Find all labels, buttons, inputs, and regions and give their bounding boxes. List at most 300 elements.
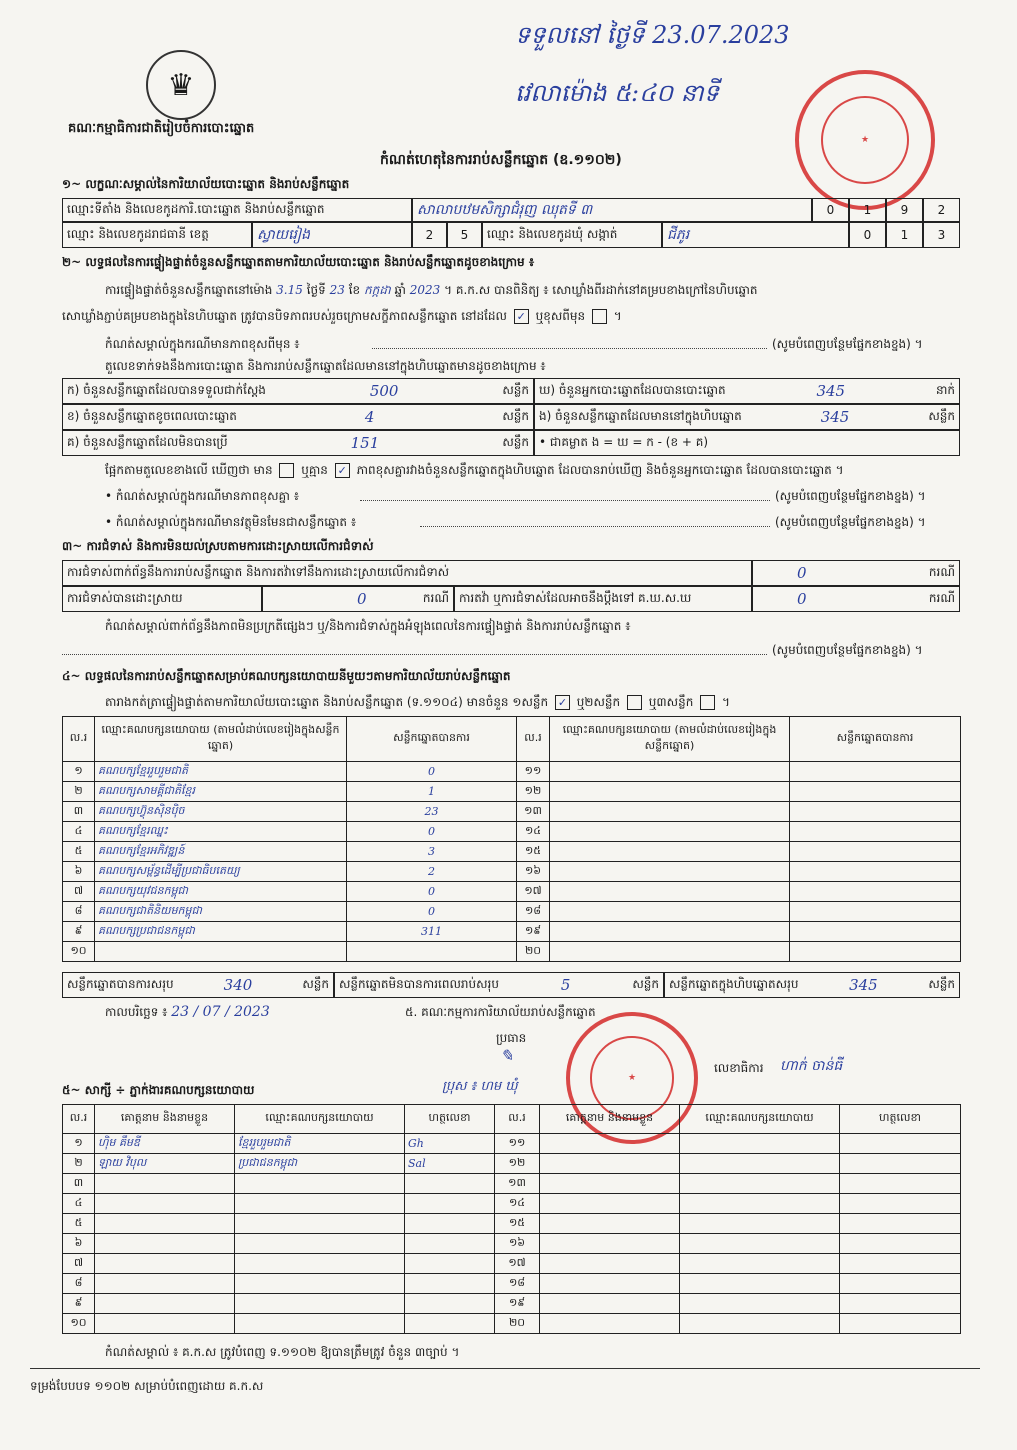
result-votes: 0 [347, 822, 517, 842]
w-col-sign-right: ហត្ថលេខា [840, 1105, 961, 1134]
complaints-value: 0 [797, 564, 807, 582]
result-no-right: ១៥ [517, 842, 550, 862]
resolved-unit: ករណី [422, 591, 449, 605]
province-code-1: 2 [412, 222, 447, 248]
witness-party-right [680, 1134, 840, 1154]
result-party [95, 942, 347, 962]
result-party-right [550, 902, 790, 922]
witness-no-right: ១៧ [495, 1254, 540, 1274]
witness-name [95, 1254, 235, 1274]
appeal-unit: ករណី [928, 591, 955, 605]
w-col-sign-left: ហត្ថលេខា [405, 1105, 495, 1134]
witness-name-right [540, 1194, 680, 1214]
received-ballots-row [62, 378, 534, 404]
complaints-cell [752, 560, 960, 586]
result-votes: 0 [347, 762, 517, 782]
ballots-in-box-row [534, 404, 960, 430]
invalid-total-label: សន្លឹកឆ្នោតមិនបានការពេលរាប់សរុប [339, 977, 499, 991]
commune-code-1: 0 [849, 222, 886, 248]
witness-party [235, 1314, 405, 1334]
table-row [63, 1214, 961, 1234]
verification-day: 23 [329, 283, 345, 297]
witness-party [235, 1194, 405, 1214]
result-votes: 3 [347, 842, 517, 862]
invalid-total-cell [334, 972, 664, 998]
invalid-total-value: 5 [560, 976, 571, 994]
witness-name [95, 1174, 235, 1194]
witness-no-right: ១៩ [495, 1294, 540, 1314]
section5-title: ៥~ សាក្សី ÷ ភ្នាក់ងារគណបក្សនយោបាយ [62, 1083, 255, 1097]
table-row [63, 902, 961, 922]
month-label: ខែ [348, 283, 361, 297]
national-emblem-icon: ♛ [146, 50, 216, 120]
signatory-label: ៥. គណៈកម្មការការិយាល័យរាប់សន្លឹកឆ្នោត [405, 1005, 596, 1019]
result-no-right: ១៩ [517, 922, 550, 942]
witness-sign-right [840, 1234, 961, 1254]
chief-name: ប្រុស ៖ ហម ឃុំ [442, 1079, 518, 1094]
table-row [63, 1174, 961, 1194]
result-votes-right [790, 882, 961, 902]
result-party: គណបក្សយុវជនកម្ពុជា [95, 882, 347, 902]
has-difference-checkbox[interactable] [279, 463, 294, 478]
witness-no-right: ១១ [495, 1134, 540, 1154]
verification-year: 2023 [409, 283, 441, 297]
witness-party [235, 1174, 405, 1194]
complaints-label: ការជំទាស់ពាក់ព័ន្ធនឹងការរាប់សន្លឹកឆ្នោត និងការតវ៉ាទៅនឹងការដោះស្រាយលើការជំទាស់ [62, 560, 752, 586]
table-row [63, 1194, 961, 1214]
chief-label: ប្រធាន [496, 1031, 527, 1045]
witness-no: ៦ [63, 1234, 95, 1254]
box-total-unit: សន្លឹក [928, 977, 955, 991]
box-total-value: 345 [849, 976, 878, 994]
appeal-label: ការតវ៉ា ឬការជំទាស់ដែលអាចនឹងប្តឹងទៅ គ.ឃ.ស.ឃ [454, 586, 752, 612]
box-total-cell [664, 972, 960, 998]
witness-no: ១០ [63, 1314, 95, 1334]
section1-title: ១~ លក្ខណៈសម្គាល់នៃការិយាល័យបោះឆ្នោត និងរាប់សន្លឹកឆ្នោត [62, 177, 350, 191]
verification-time-label: ការផ្ទៀងផ្ទាត់ចំនួនសន្លឹកឆ្នោតនៅម៉ោង [105, 283, 273, 297]
w-col-name-left: គោត្តនាម និងនាមខ្លួន [95, 1105, 235, 1134]
witness-table [62, 1104, 961, 1334]
witness-party-right [680, 1234, 840, 1254]
lock-check-line: សោឃ្លាំងភ្ជាប់គម្របខាងក្នុងនៃហិបឆ្នោត ត្រូវបានបិទភាពរបស់រួចក្រោមសក្ខីភាពសន្លឹកឆ្នោត នៅដដែល ✓ ឬខុសពីមុន ។ [62, 309, 622, 323]
witness-name [95, 1234, 235, 1254]
commune-label: ឈ្មោះ និងលេខកូដឃុំ សង្កាត់ [482, 222, 662, 248]
w-col-party-left: ឈ្មោះគណបក្សនយោបាយ [235, 1105, 405, 1134]
result-votes [347, 942, 517, 962]
result-votes-right [790, 802, 961, 822]
tally-sheets-line: តារាងកត់ត្រាផ្ទៀងផ្ទាត់តាមការិយាល័យបោះឆ្នោត និងរាប់សន្លឹកឆ្នោត (ទ.១១០៤) មានចំនួន ១សន្លឹក ✓ ឬ២សន្លឹក ឬ៣សន្លឹក ។ [105, 695, 730, 709]
three-sheets-checkbox[interactable] [700, 695, 715, 710]
result-party-right [550, 842, 790, 862]
result-no-right: ១៣ [517, 802, 550, 822]
result-votes: 2 [347, 862, 517, 882]
date-line [105, 1004, 270, 1022]
table-row [63, 1274, 961, 1294]
witness-party-right [680, 1194, 840, 1214]
difference-bullet: • កំណត់សម្គាល់ក្នុងករណីមានភាពខុសគ្នា ៖ [105, 489, 300, 503]
witness-sign-right [840, 1154, 961, 1174]
table-row [63, 1314, 961, 1334]
one-sheet-checkbox[interactable]: ✓ [555, 695, 570, 710]
foreign-object-bullet: • កំណត់សម្គាល់ក្នុងករណីមានវត្ថុមិនមែនជាសន្លឹកឆ្នោត ៖ [105, 515, 357, 529]
result-party-right [550, 882, 790, 902]
location-label: ឈ្មោះទីតាំង និងលេខកូដការិ.បោះឆ្នោត និងរាប់សន្លឹកឆ្នោត [62, 198, 412, 222]
witness-party [235, 1234, 405, 1254]
witness-no-right: ២០ [495, 1314, 540, 1334]
table-row [63, 862, 961, 882]
witness-no-right: ១២ [495, 1154, 540, 1174]
resolved-cell [262, 586, 454, 612]
result-no: ៩ [63, 922, 95, 942]
verification-time: 3.15 [276, 283, 303, 297]
irregularity-note: កំណត់សម្គាល់ពាក់ព័ន្ធនឹងភាពមិនប្រក្រតីផ្សេងៗ ឬ/និងការជំទាស់ក្នុងអំឡុងពេលនៃការផ្ទៀងផ្ទាត់ និងការរាប់សន្លឹកឆ្នោត ៖ [105, 619, 631, 633]
unused-ballots-value: 151 [350, 434, 380, 452]
year-label: ឆ្នាំ [394, 283, 406, 297]
no-difference-checkbox[interactable]: ✓ [335, 463, 350, 478]
witness-name-right [540, 1134, 680, 1154]
result-no: ៦ [63, 862, 95, 882]
witness-name-right [540, 1214, 680, 1234]
witness-body [63, 1134, 961, 1334]
w-col-name-right: គោត្តនាម និងនាមខ្លួន [540, 1105, 680, 1134]
secretary-label: លេខាធិការ [714, 1061, 764, 1075]
col-votes-left: សន្លឹកឆ្នោតបានការ [347, 717, 517, 762]
witness-sign [405, 1194, 495, 1214]
appeal-cell [752, 586, 960, 612]
result-no-right: ១៧ [517, 882, 550, 902]
result-party: គណបក្សហ៊្វុនស៊ិនប៉ិច [95, 802, 347, 822]
voters-label: ឃ) ចំនួនអ្នកបោះឆ្នោតដែលបានបោះឆ្នោត [539, 383, 726, 397]
result-votes-right [790, 842, 961, 862]
witness-no: ៧ [63, 1254, 95, 1274]
witness-party-right [680, 1254, 840, 1274]
witness-name-right [540, 1314, 680, 1334]
location-code-3: 9 [886, 198, 923, 222]
col-party-left: ឈ្មោះគណបក្សនយោបាយ (តាមលំដាប់លេខរៀងក្នុងសន្លឹកឆ្នោត) [95, 717, 347, 762]
comparison-line [105, 462, 844, 480]
ballots-in-box-label: ង) ចំនួនសន្លឹកឆ្នោតដែលមាននៅក្នុងហិបឆ្នោត [539, 409, 742, 423]
witness-party-right [680, 1294, 840, 1314]
witness-party [235, 1214, 405, 1234]
result-party: គណបក្សប្រជាជនកម្ពុជា [95, 922, 347, 942]
witness-party [235, 1294, 405, 1314]
two-sheets-checkbox[interactable] [627, 695, 642, 710]
witness-name: ឡាយ វិបុល [95, 1154, 235, 1174]
witness-no: ៥ [63, 1214, 95, 1234]
difference-bullet-hint: (សូមបំពេញបន្ថែមផ្នែកខាងខ្នង) ។ [775, 489, 926, 503]
valid-total-unit: សន្លឹក [302, 977, 329, 991]
witness-sign-right [840, 1274, 961, 1294]
witness-name-right [540, 1234, 680, 1254]
resolved-label: ការជំទាស់បានដោះស្រាយ [62, 586, 262, 612]
voters-row [534, 378, 960, 404]
irregularity-hint: (សូមបំពេញបន្ថែមផ្នែកខាងខ្នង) ។ [772, 643, 923, 657]
received-time-handwriting: វេលាម៉ោង ៥:៤០ នាទី [515, 79, 719, 107]
section4-title: ៤~ លទ្ធផលនៃការរាប់សន្លឹកឆ្នោតសម្រាប់គណបក្សនយោបាយនីមួយៗតាមការិយាល័យរាប់សន្លឹកឆ្នោត [62, 669, 511, 683]
result-no: ៥ [63, 842, 95, 862]
box-total-label: សន្លឹកឆ្នោតក្នុងហិបឆ្នោតសរុប [669, 977, 799, 991]
result-no: ២ [63, 782, 95, 802]
difference-note-line [372, 348, 767, 349]
difference-note-hint: (សូមបំពេញបន្ថែមផ្នែកខាងខ្នង) ។ [772, 337, 923, 351]
day-label: ថ្ងៃទី [306, 283, 326, 297]
party-results-table [62, 716, 961, 962]
invalid-total-unit: សន្លឹក [632, 977, 659, 991]
valid-total-cell [62, 972, 334, 998]
witness-name [95, 1314, 235, 1334]
ballots-in-box-unit: សន្លឹក [928, 409, 955, 423]
col-party-right: ឈ្មោះគណបក្សនយោបាយ (តាមលំដាប់លេខរៀងក្នុងសន្លឹកឆ្នោត) [550, 717, 790, 762]
table-row [63, 802, 961, 822]
result-no: ១ [63, 762, 95, 782]
result-votes-right [790, 862, 961, 882]
result-votes: 23 [347, 802, 517, 822]
foreign-object-hint: (សូមបំពេញបន្ថែមផ្នែកខាងខ្នង) ។ [775, 515, 926, 529]
tally-sheets-text: តារាងកត់ត្រាផ្ទៀងផ្ទាត់តាមការិយាល័យបោះឆ្នោត និងរាប់សន្លឹកឆ្នោត (ទ.១១០៤) មានចំនួន ១សន្លឹក [105, 695, 549, 709]
witness-no-right: ១៥ [495, 1214, 540, 1234]
witness-name-right [540, 1154, 680, 1174]
difference-bullet-line [360, 500, 770, 501]
section3-title: ៣~ ការជំទាស់ និងការមិនយល់ស្របតាមការដោះស្រាយលើការជំទាស់ [62, 539, 374, 553]
result-no: ៣ [63, 802, 95, 822]
result-party-right [550, 862, 790, 882]
two-sheets-label: ឬ២សន្លឹក [576, 695, 621, 709]
results-header-row [63, 717, 961, 762]
witness-sign: Sal [405, 1154, 495, 1174]
result-party-right [550, 802, 790, 822]
unused-ballots-label: គ) ចំនួនសន្លឹកឆ្នោតដែលមិនបានប្រើ [67, 435, 228, 449]
witness-party-right [680, 1154, 840, 1174]
w-col-no-left: ល.រ [63, 1105, 95, 1134]
result-party-right [550, 942, 790, 962]
witness-party: ប្រជាជនកម្ពុជា [235, 1154, 405, 1174]
witness-name-right [540, 1174, 680, 1194]
verification-line-end: ។ គ.ក.ស បានពិនិត្យ ៖ សោឃ្លាំងពីរដាក់នៅគម្របខាងក្រៅនៃហិបឆ្នោត [444, 283, 758, 297]
result-votes-right [790, 782, 961, 802]
verification-line [105, 282, 758, 300]
unused-ballots-unit: សន្លឹក [502, 435, 529, 449]
witness-party [235, 1254, 405, 1274]
form-title: កំណត់ហេតុនៃការរាប់សន្លឹកឆ្នោត (ឧ.១១០២) [380, 152, 622, 168]
commission-stamp-top [795, 70, 935, 210]
result-no: ៤ [63, 822, 95, 842]
date-value: 23 / 07 / 2023 [171, 1004, 270, 1020]
witness-party-right [680, 1174, 840, 1194]
spoiled-ballots-row [62, 404, 534, 430]
voters-unit: នាក់ [935, 383, 955, 397]
witness-no: ២ [63, 1154, 95, 1174]
result-no-right: ១២ [517, 782, 550, 802]
unused-ballots-row [62, 430, 534, 456]
date-label: កាលបរិច្ឆេទ ៖ [105, 1005, 168, 1019]
spoiled-ballots-label: ខ) ចំនួនសន្លឹកឆ្នោតខូចពេលបោះឆ្នោត [67, 409, 237, 423]
formula-text: • ជាគម្លាត ង = ឃ = ក - (ខ + គ) [539, 435, 709, 449]
table-row [63, 782, 961, 802]
spoiled-ballots-unit: សន្លឹក [502, 409, 529, 423]
result-votes-right [790, 762, 961, 782]
witness-party [235, 1274, 405, 1294]
footer-divider [30, 1368, 980, 1369]
witness-sign [405, 1234, 495, 1254]
table-row [63, 842, 961, 862]
verification-month: កក្កដា [363, 283, 391, 297]
figures-intro: តួលេខទាក់ទងនឹងការបោះឆ្នោត និងការរាប់សន្លឹកឆ្នោតដែលមាននៅក្នុងហិបឆ្នោតមានដូចខាងក្រោម ៖ [105, 359, 546, 373]
witness-no: ៤ [63, 1194, 95, 1214]
ballots-in-box-value: 345 [820, 408, 850, 426]
commune-code-2: 1 [886, 222, 923, 248]
result-no-right: ២០ [517, 942, 550, 962]
result-votes-right [790, 902, 961, 922]
result-party-right [550, 922, 790, 942]
col-no-left: ល.រ [63, 717, 95, 762]
witness-sign: Gh [405, 1134, 495, 1154]
witness-sign [405, 1274, 495, 1294]
witness-party-right [680, 1214, 840, 1234]
witness-no-right: ១៨ [495, 1274, 540, 1294]
commune-code-3: 3 [923, 222, 960, 248]
table-row [63, 942, 961, 962]
witness-no-right: ១៦ [495, 1234, 540, 1254]
witness-sign-right [840, 1254, 961, 1274]
result-no-right: ១៦ [517, 862, 550, 882]
received-ballots-label: ក) ចំនួនសន្លឹកឆ្នោតដែលបានទទួលជាក់ស្តែង [67, 383, 266, 397]
witness-name: ហ៊ិម គឹមឌី [95, 1134, 235, 1154]
witness-sign-right [840, 1214, 961, 1234]
witness-party-right [680, 1314, 840, 1334]
witness-sign [405, 1314, 495, 1334]
witness-sign [405, 1294, 495, 1314]
witness-name [95, 1214, 235, 1234]
section2-title: ២~ លទ្ធផលនៃការផ្ទៀងផ្ទាត់ចំនួនសន្លឹកឆ្នោតតាមការិយាល័យបោះឆ្នោត និងរាប់សន្លឹកឆ្នោតដូចខាងក្រោម ៖ [62, 255, 535, 269]
location-value: សាលាបឋមសិក្សាជំរុញ ឈុតទី ៣ [412, 198, 812, 222]
witness-sign-right [840, 1174, 961, 1194]
witness-header-row [63, 1105, 961, 1134]
result-votes-right [790, 922, 961, 942]
received-date-handwriting: ទទួលនៅ ថ្ងៃទី 23.07.2023 [515, 21, 790, 49]
chief-signature: ✎ [500, 1046, 514, 1065]
result-no: ៧ [63, 882, 95, 902]
stamp-inner-bottom: ★ [590, 1036, 673, 1119]
location-code-1: 0 [812, 198, 849, 222]
witness-name-right [540, 1254, 680, 1274]
witness-party: ខ្មែររួបរួមជាតិ [235, 1134, 405, 1154]
location-code-4: 2 [923, 198, 960, 222]
result-no-right: ១១ [517, 762, 550, 782]
witness-sign-right [840, 1194, 961, 1214]
changed-checkbox[interactable] [592, 309, 607, 324]
spoiled-ballots-value: 4 [364, 408, 375, 426]
irregularity-line [62, 654, 767, 655]
table-row [63, 1234, 961, 1254]
resolved-value: 0 [357, 590, 367, 608]
table-row [63, 822, 961, 842]
result-no-right: ១៨ [517, 902, 550, 922]
witness-name-right [540, 1294, 680, 1314]
appeal-value: 0 [797, 590, 807, 608]
voters-value: 345 [816, 382, 846, 400]
result-party-right [550, 782, 790, 802]
w-col-party-right: ឈ្មោះគណបក្សនយោបាយ [680, 1105, 840, 1134]
comparison-text3: ភាពខុសគ្នារវាងចំនួនសន្លឹកឆ្នោតក្នុងហិបឆ្នោត ដែលបានរាប់ឃើញ និងចំនួនអ្នកបោះឆ្នោត ដែលបានបោះឆ្នោត ។ [356, 463, 844, 477]
result-party: គណបក្សសម្ព័ន្ធដើម្បីប្រជាធិបតេយ្យ [95, 862, 347, 882]
witness-sign [405, 1214, 495, 1234]
table-row [63, 1294, 961, 1314]
result-votes: 311 [347, 922, 517, 942]
result-party-right [550, 762, 790, 782]
comparison-text2: ឬគ្មាន [301, 463, 328, 477]
witness-no-right: ១៤ [495, 1194, 540, 1214]
foreign-object-line [420, 526, 770, 527]
result-party: គណបក្សជាតិនិយមកម្ពុជា [95, 902, 347, 922]
location-code-2: 1 [849, 198, 886, 222]
table-row [63, 1154, 961, 1174]
table-row [63, 882, 961, 902]
three-sheets-label: ឬ៣សន្លឹក [648, 695, 694, 709]
witness-no: ៣ [63, 1174, 95, 1194]
footer-text: ទម្រង់បែបបទ ១១០២ សម្រាប់បំពេញដោយ គ.ក.ស [30, 1379, 264, 1393]
witness-party-right [680, 1274, 840, 1294]
province-value: ស្វាយរៀង [252, 222, 412, 248]
same-as-before-checkbox[interactable]: ✓ [514, 309, 529, 324]
witness-sign-right [840, 1294, 961, 1314]
result-party: គណបក្សសាមគ្គីជាតិខ្មែរ [95, 782, 347, 802]
table-row [63, 1134, 961, 1154]
witness-sign-right [840, 1314, 961, 1334]
witness-no: ៩ [63, 1294, 95, 1314]
lock-check-text: សោឃ្លាំងភ្ជាប់គម្របខាងក្នុងនៃហិបឆ្នោត ត្រូវបានបិទភាពរបស់រួចក្រោមសក្ខីភាពសន្លឹកឆ្នោត នៅដដែល [62, 309, 507, 323]
province-label: ឈ្មោះ និងលេខកូដរាជធានី ខេត្ត [62, 222, 252, 248]
result-no: ១០ [63, 942, 95, 962]
results-body [63, 762, 961, 962]
received-ballots-value: 500 [369, 382, 399, 400]
result-party: គណបក្សខ្មែរឈ្នះ [95, 822, 347, 842]
witness-sign [405, 1174, 495, 1194]
result-votes-right [790, 942, 961, 962]
secretary-signature: ហាក់ ចាន់ធី [780, 1058, 843, 1074]
difference-note-label: កំណត់សម្គាល់ក្នុងករណីមានភាពខុសពីមុន ៖ [105, 337, 300, 351]
witness-name [95, 1274, 235, 1294]
valid-total-label: សន្លឹកឆ្នោតបានការសរុប [67, 977, 174, 991]
witness-name-right [540, 1274, 680, 1294]
result-votes: 0 [347, 882, 517, 902]
valid-total-value: 340 [223, 976, 253, 994]
formula-row [534, 430, 960, 456]
witness-name [95, 1194, 235, 1214]
w-col-no-right: ល.រ [495, 1105, 540, 1134]
witness-no: ៨ [63, 1274, 95, 1294]
result-party-right [550, 822, 790, 842]
witness-no: ១ [63, 1134, 95, 1154]
table-row [63, 762, 961, 782]
witness-sign [405, 1254, 495, 1274]
province-code-2: 5 [447, 222, 482, 248]
witness-name [95, 1294, 235, 1314]
table-row [63, 1254, 961, 1274]
comparison-text: ផ្អែកតាមតួលេខខាងលើ ឃើញថា មាន [105, 463, 273, 477]
result-votes: 0 [347, 902, 517, 922]
commission-name: គណៈកម្មាធិការជាតិរៀបចំការបោះឆ្នោត [68, 121, 255, 136]
table-row [63, 922, 961, 942]
result-votes: 1 [347, 782, 517, 802]
witness-no-right: ១៣ [495, 1174, 540, 1194]
result-no-right: ១៤ [517, 822, 550, 842]
col-no-right: ល.រ [517, 717, 550, 762]
result-no: ៨ [63, 902, 95, 922]
result-party: គណបក្សខ្មែរអភិវឌ្ឍន៍ [95, 842, 347, 862]
received-ballots-unit: សន្លឹក [502, 383, 529, 397]
complaints-unit: ករណី [928, 565, 955, 579]
result-votes-right [790, 822, 961, 842]
